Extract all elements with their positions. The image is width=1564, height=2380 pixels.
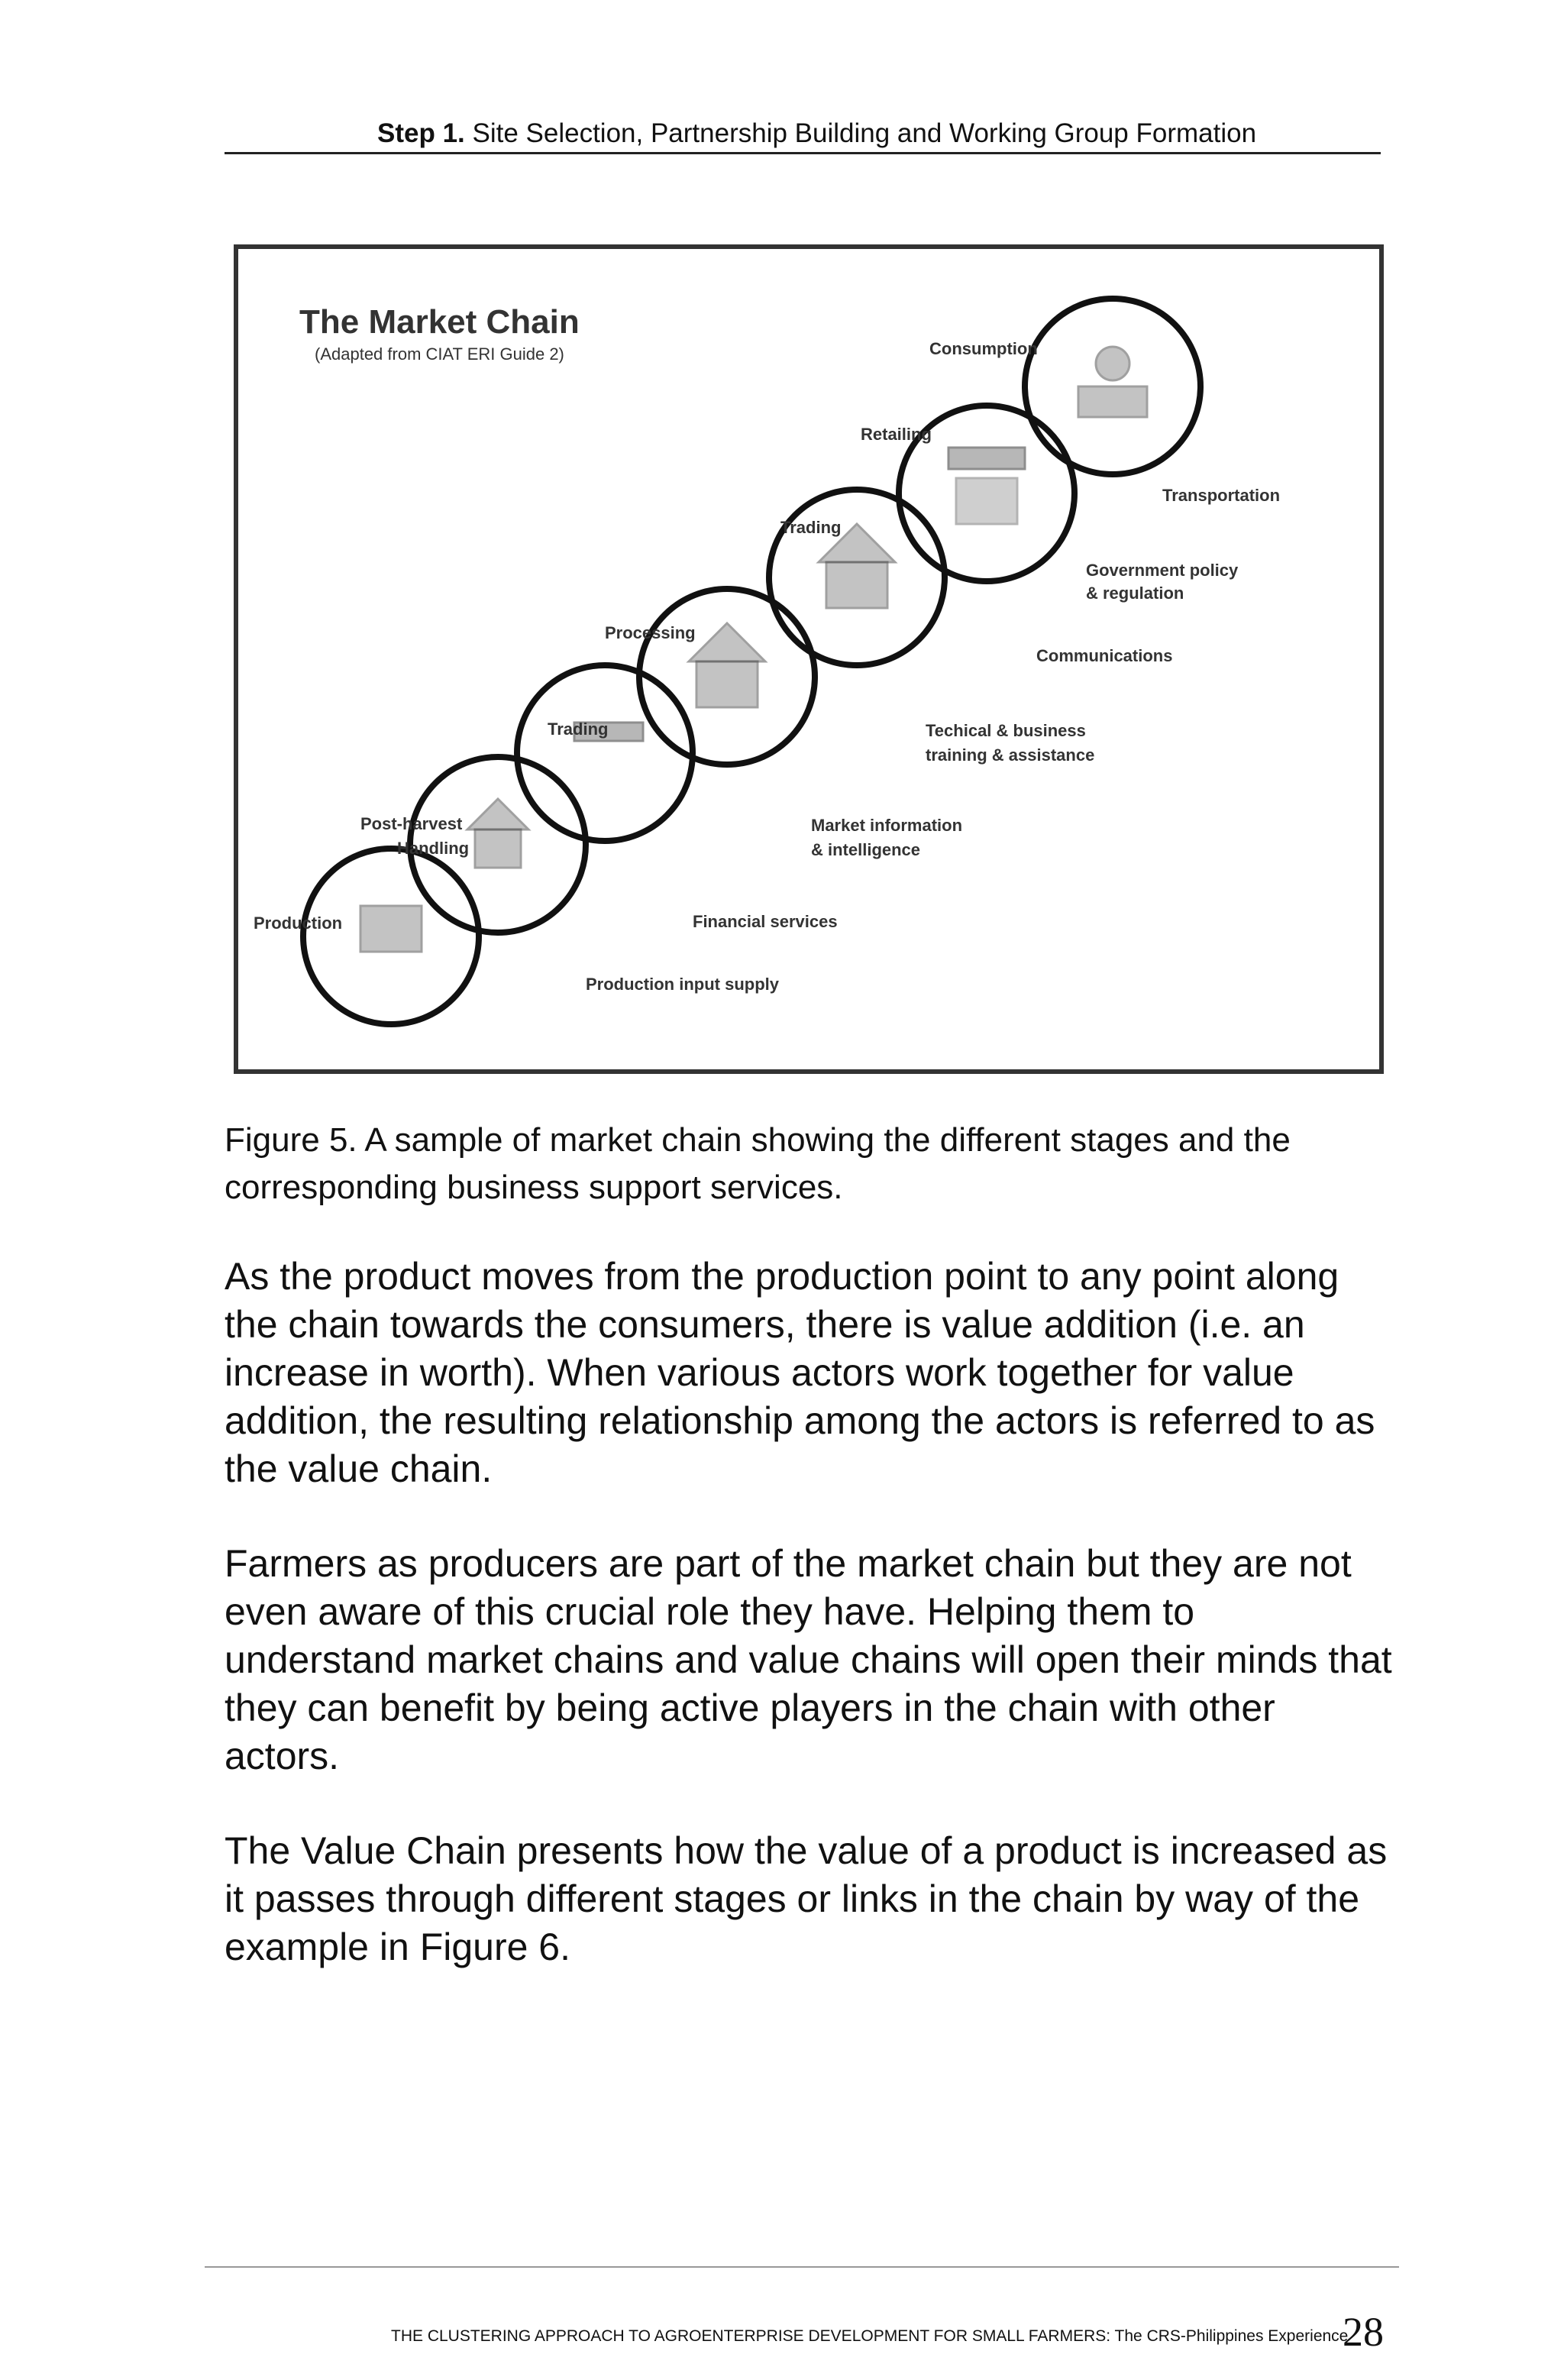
stage-trading-1: Trading bbox=[548, 719, 609, 739]
header-rule bbox=[225, 152, 1381, 154]
service-input-supply: Production input supply bbox=[586, 975, 779, 994]
figure-subtitle: (Adapted from CIAT ERI Guide 2) bbox=[315, 344, 564, 364]
ring-illustrations bbox=[360, 347, 1147, 952]
stage-production: Production bbox=[254, 914, 343, 933]
paragraph-3: The Value Chain presents how the value of a product is increased as it passes through different stages or links in the chain by way of the example in Figure 6. bbox=[225, 1829, 1388, 1968]
running-header bbox=[377, 118, 1256, 149]
service-market-info: Market information bbox=[811, 816, 963, 835]
stage-trading-2: Trading bbox=[780, 518, 842, 537]
market-chain-figure bbox=[234, 244, 1384, 1074]
service-transportation: Transportation bbox=[1162, 486, 1281, 505]
footer-rule bbox=[205, 2266, 1399, 2268]
service-market-info-2: & intelligence bbox=[811, 840, 921, 859]
paragraph-1: As the product moves from the production point to any point along the chain towards the consumers, there is value addition (i.e. an increase in worth). When various actors work together for value addition, the resulting relationship among the actors is referred to as the value chain. bbox=[225, 1255, 1375, 1490]
stage-handling: Handling bbox=[397, 839, 470, 858]
stage-post-harvest: Post-harvest bbox=[360, 814, 463, 833]
stage-consumption: Consumption bbox=[929, 339, 1038, 358]
service-technical: Techical & business bbox=[926, 721, 1086, 740]
stage-retailing: Retailing bbox=[861, 425, 932, 444]
service-government: Government policy bbox=[1086, 561, 1239, 580]
service-financial: Financial services bbox=[693, 912, 838, 931]
header-step-label: Step 1. bbox=[377, 118, 465, 148]
ring-trading-1 bbox=[517, 665, 693, 841]
footer-book-title: THE CLUSTERING APPROACH TO AGROENTERPRISE DEVELOPMENT FOR SMALL FARMERS: The CRS-Philippines Experience bbox=[391, 2327, 1349, 2345]
stage-processing: Processing bbox=[605, 623, 696, 642]
figure-title: The Market Chain bbox=[299, 303, 580, 341]
market-chain-diagram bbox=[238, 249, 1379, 1069]
service-communications: Communications bbox=[1036, 646, 1173, 665]
service-government-2: & regulation bbox=[1086, 584, 1184, 603]
paragraph-2: Farmers as producers are part of the market chain but they are not even aware of this crucial role they have. Helping them to understand market chains and value chains will open their minds that they can benefit by being active players in the chain with other actors. bbox=[225, 1542, 1392, 1777]
header-title: Site Selection, Partnership Building and Working Group Formation bbox=[472, 118, 1257, 148]
service-technical-2: training & assistance bbox=[926, 745, 1095, 765]
page-number: 28 bbox=[1343, 2309, 1384, 2355]
figure-caption: Figure 5. A sample of market chain showing the different stages and the corresponding business support services. bbox=[225, 1121, 1291, 1206]
